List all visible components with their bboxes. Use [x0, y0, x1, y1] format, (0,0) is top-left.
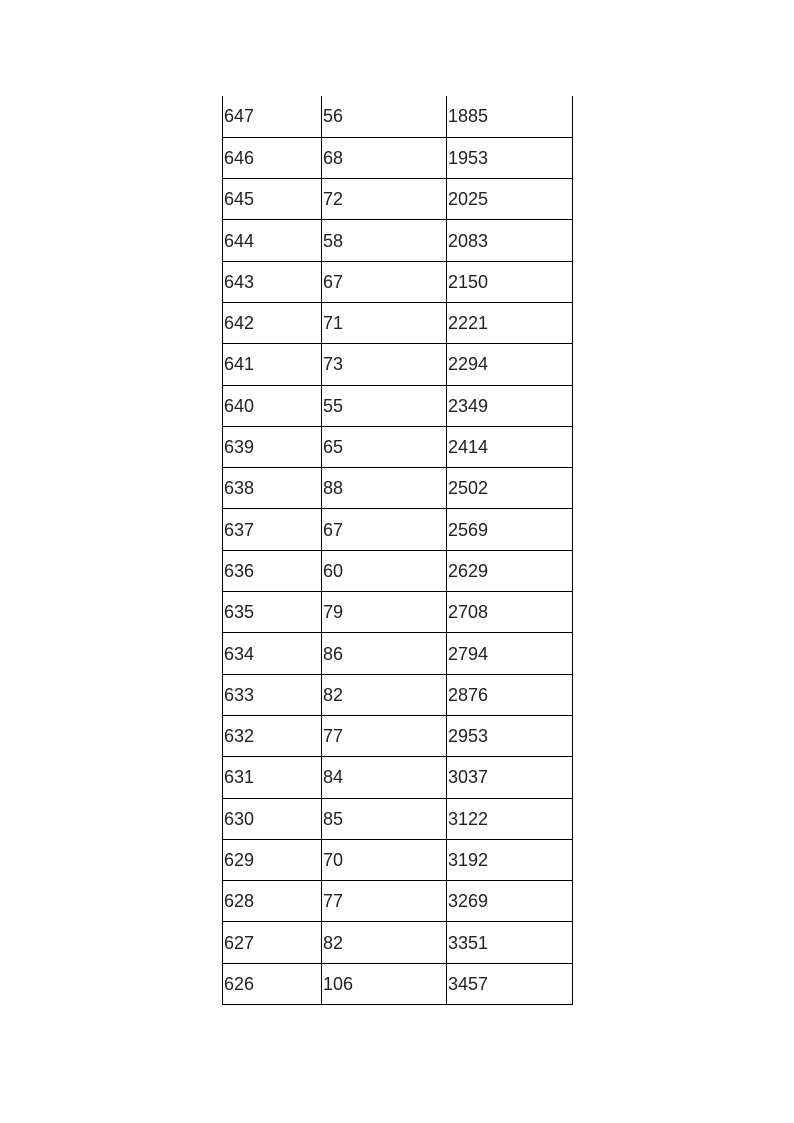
count-cell: 79 [322, 592, 447, 633]
score-cell: 635 [223, 592, 322, 633]
cumulative-cell: 2083 [447, 220, 573, 261]
cumulative-cell: 2349 [447, 385, 573, 426]
score-cell: 630 [223, 798, 322, 839]
count-cell: 60 [322, 550, 447, 591]
cumulative-cell: 2221 [447, 302, 573, 343]
count-cell: 82 [322, 674, 447, 715]
count-cell: 85 [322, 798, 447, 839]
table-row [223, 550, 573, 591]
table-row [223, 963, 573, 1004]
score-cell: 631 [223, 757, 322, 798]
cumulative-cell: 2629 [447, 550, 573, 591]
cumulative-cell: 2953 [447, 715, 573, 756]
count-cell: 72 [322, 179, 447, 220]
table-row [223, 592, 573, 633]
table-row [223, 674, 573, 715]
table-row [223, 426, 573, 467]
table-body [223, 96, 573, 1005]
cumulative-cell: 3351 [447, 922, 573, 963]
table-row [223, 385, 573, 426]
table-row [223, 881, 573, 922]
table-row [223, 922, 573, 963]
count-cell: 67 [322, 509, 447, 550]
cumulative-cell: 1953 [447, 137, 573, 178]
cumulative-cell: 2294 [447, 344, 573, 385]
table-row [223, 137, 573, 178]
score-cell: 627 [223, 922, 322, 963]
table-row [223, 468, 573, 509]
cumulative-cell: 2794 [447, 633, 573, 674]
cumulative-cell: 3192 [447, 839, 573, 880]
count-cell: 70 [322, 839, 447, 880]
score-cell: 640 [223, 385, 322, 426]
score-cell: 636 [223, 550, 322, 591]
table-row [223, 757, 573, 798]
cumulative-cell: 3122 [447, 798, 573, 839]
table-row [223, 96, 573, 137]
count-cell: 71 [322, 302, 447, 343]
table-row [223, 509, 573, 550]
cumulative-cell: 3457 [447, 963, 573, 1004]
table-row [223, 220, 573, 261]
score-cell: 641 [223, 344, 322, 385]
count-cell: 106 [322, 963, 447, 1004]
score-cell: 626 [223, 963, 322, 1004]
score-cell: 642 [223, 302, 322, 343]
count-cell: 82 [322, 922, 447, 963]
count-cell: 56 [322, 96, 447, 137]
score-cell: 644 [223, 220, 322, 261]
cumulative-cell: 1885 [447, 96, 573, 137]
score-cell: 637 [223, 509, 322, 550]
count-cell: 86 [322, 633, 447, 674]
count-cell: 58 [322, 220, 447, 261]
score-cell: 634 [223, 633, 322, 674]
score-cell: 647 [223, 96, 322, 137]
table-row [223, 798, 573, 839]
cumulative-cell: 2025 [447, 179, 573, 220]
table-row [223, 633, 573, 674]
score-cell: 646 [223, 137, 322, 178]
cumulative-cell: 2708 [447, 592, 573, 633]
count-cell: 73 [322, 344, 447, 385]
score-cell: 639 [223, 426, 322, 467]
table-row [223, 839, 573, 880]
table-row [223, 302, 573, 343]
cumulative-cell: 3037 [447, 757, 573, 798]
score-cell: 645 [223, 179, 322, 220]
score-cell: 632 [223, 715, 322, 756]
cumulative-cell: 2414 [447, 426, 573, 467]
data-table [222, 96, 573, 1005]
table-row [223, 261, 573, 302]
cumulative-cell: 2150 [447, 261, 573, 302]
count-cell: 77 [322, 715, 447, 756]
count-cell: 77 [322, 881, 447, 922]
score-cell: 628 [223, 881, 322, 922]
cumulative-cell: 2876 [447, 674, 573, 715]
count-cell: 67 [322, 261, 447, 302]
count-cell: 65 [322, 426, 447, 467]
count-cell: 68 [322, 137, 447, 178]
cumulative-cell: 3269 [447, 881, 573, 922]
count-cell: 55 [322, 385, 447, 426]
count-cell: 88 [322, 468, 447, 509]
table-row [223, 715, 573, 756]
table-row [223, 179, 573, 220]
score-cell: 629 [223, 839, 322, 880]
score-cell: 638 [223, 468, 322, 509]
cumulative-cell: 2569 [447, 509, 573, 550]
count-cell: 84 [322, 757, 447, 798]
score-cell: 643 [223, 261, 322, 302]
table-row [223, 344, 573, 385]
cumulative-cell: 2502 [447, 468, 573, 509]
score-cell: 633 [223, 674, 322, 715]
